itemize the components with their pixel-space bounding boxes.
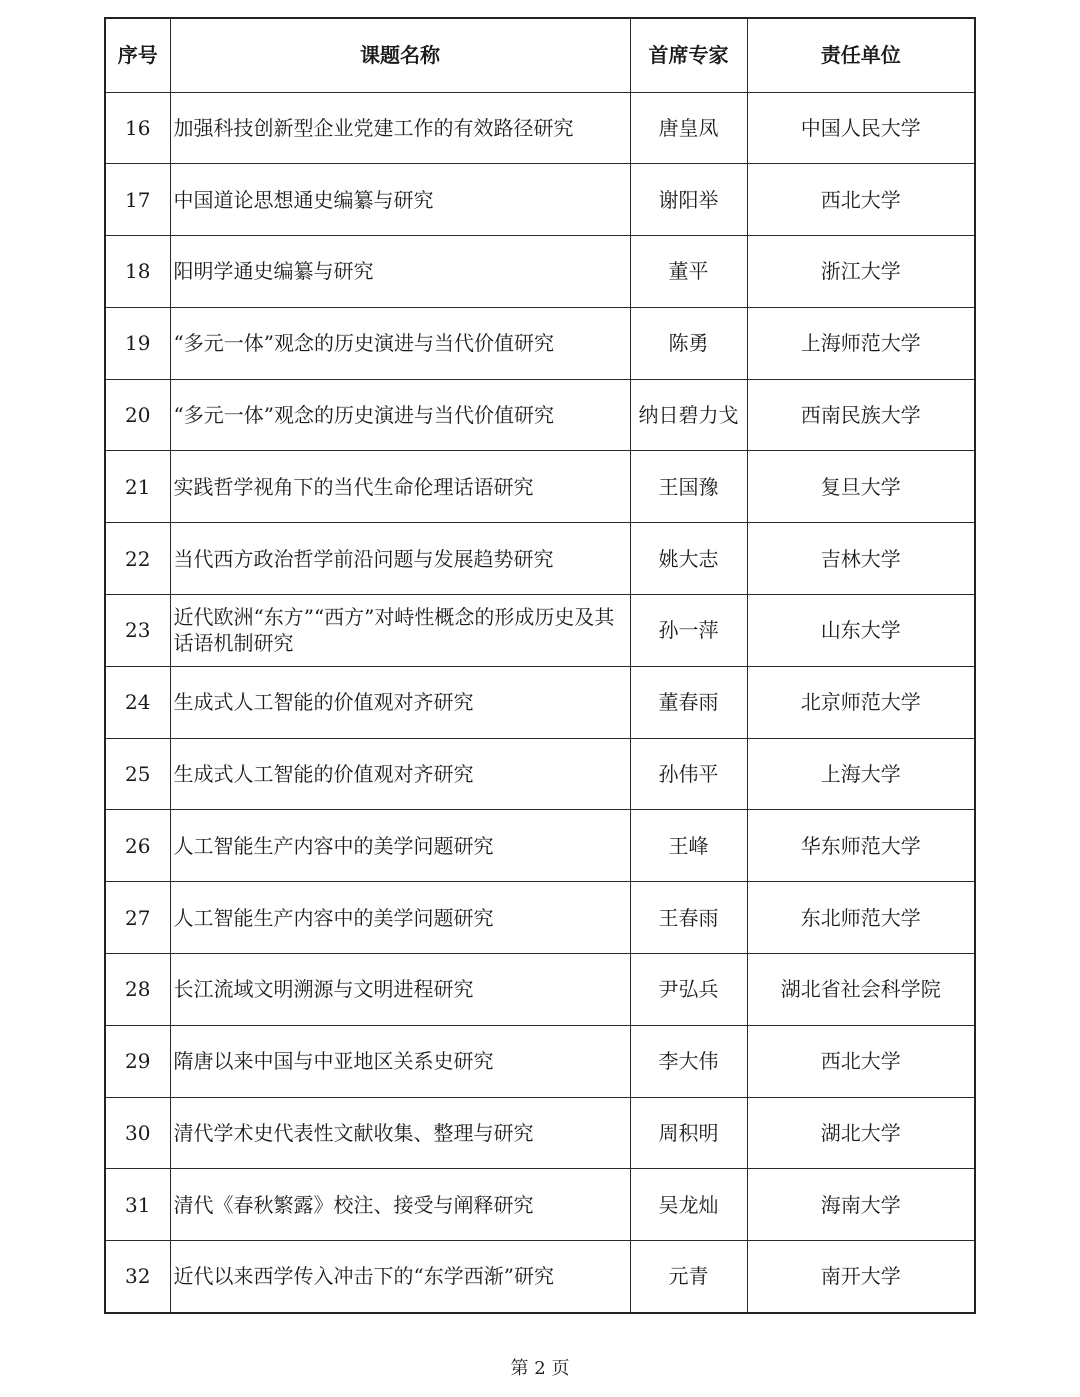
cell-title: 长江流域文明溯源与文明进程研究	[170, 954, 630, 1026]
cell-title: “多元一体”观念的历史演进与当代价值研究	[170, 379, 630, 451]
table-row	[105, 307, 975, 379]
cell-unit: 华东师范大学	[747, 810, 975, 882]
cell-expert: 董平	[630, 236, 747, 308]
table-body	[105, 92, 975, 1313]
cell-no: 24	[105, 666, 170, 738]
table-header	[105, 18, 975, 92]
cell-no: 30	[105, 1097, 170, 1169]
header-no: 序号	[105, 18, 170, 92]
cell-no: 21	[105, 451, 170, 523]
table-row	[105, 451, 975, 523]
cell-no: 22	[105, 523, 170, 595]
cell-unit: 山东大学	[747, 595, 975, 667]
cell-title: 人工智能生产内容中的美学问题研究	[170, 882, 630, 954]
table-row	[105, 882, 975, 954]
cell-expert: 王国豫	[630, 451, 747, 523]
cell-unit: 上海大学	[747, 738, 975, 810]
cell-unit: 西南民族大学	[747, 379, 975, 451]
header-expert: 首席专家	[630, 18, 747, 92]
cell-title: 清代学术史代表性文献收集、整理与研究	[170, 1097, 630, 1169]
table-row	[105, 954, 975, 1026]
cell-title: 生成式人工智能的价值观对齐研究	[170, 666, 630, 738]
table-row	[105, 236, 975, 308]
cell-title: 当代西方政治哲学前沿问题与发展趋势研究	[170, 523, 630, 595]
cell-title: 人工智能生产内容中的美学问题研究	[170, 810, 630, 882]
cell-unit: 西北大学	[747, 1025, 975, 1097]
cell-title: 近代欧洲“东方”“西方”对峙性概念的形成历史及其话语机制研究	[170, 595, 630, 667]
table-row	[105, 1025, 975, 1097]
cell-expert: 谢阳举	[630, 164, 747, 236]
cell-unit: 西北大学	[747, 164, 975, 236]
cell-no: 31	[105, 1169, 170, 1241]
cell-unit: 中国人民大学	[747, 92, 975, 164]
cell-unit: 南开大学	[747, 1241, 975, 1313]
table-row	[105, 666, 975, 738]
cell-expert: 周积明	[630, 1097, 747, 1169]
cell-title: 隋唐以来中国与中亚地区关系史研究	[170, 1025, 630, 1097]
table-row	[105, 1097, 975, 1169]
table-row	[105, 810, 975, 882]
cell-no: 26	[105, 810, 170, 882]
cell-expert: 王峰	[630, 810, 747, 882]
cell-no: 20	[105, 379, 170, 451]
project-table	[104, 17, 976, 1314]
cell-no: 28	[105, 954, 170, 1026]
cell-title: 生成式人工智能的价值观对齐研究	[170, 738, 630, 810]
table-row	[105, 595, 975, 667]
table-row	[105, 1169, 975, 1241]
cell-title: 清代《春秋繁露》校注、接受与阐释研究	[170, 1169, 630, 1241]
cell-unit: 吉林大学	[747, 523, 975, 595]
cell-title: 加强科技创新型企业党建工作的有效路径研究	[170, 92, 630, 164]
cell-no: 23	[105, 595, 170, 667]
cell-no: 29	[105, 1025, 170, 1097]
cell-no: 25	[105, 738, 170, 810]
cell-unit: 湖北省社会科学院	[747, 954, 975, 1026]
page-number: 第 2 页	[510, 1358, 570, 1379]
cell-title: 近代以来西学传入冲击下的“东学西渐”研究	[170, 1241, 630, 1313]
cell-unit: 海南大学	[747, 1169, 975, 1241]
cell-unit: 湖北大学	[747, 1097, 975, 1169]
cell-unit: 北京师范大学	[747, 666, 975, 738]
header-title: 课题名称	[170, 18, 630, 92]
cell-title: 实践哲学视角下的当代生命伦理话语研究	[170, 451, 630, 523]
cell-expert: 董春雨	[630, 666, 747, 738]
cell-title: 中国道论思想通史编纂与研究	[170, 164, 630, 236]
cell-no: 16	[105, 92, 170, 164]
cell-unit: 上海师范大学	[747, 307, 975, 379]
cell-expert: 孙伟平	[630, 738, 747, 810]
cell-expert: 王春雨	[630, 882, 747, 954]
table-row	[105, 1241, 975, 1313]
cell-expert: 吴龙灿	[630, 1169, 747, 1241]
header-unit: 责任单位	[747, 18, 975, 92]
cell-expert: 唐皇凤	[630, 92, 747, 164]
cell-title: “多元一体”观念的历史演进与当代价值研究	[170, 307, 630, 379]
table-row	[105, 379, 975, 451]
cell-no: 19	[105, 307, 170, 379]
cell-expert: 尹弘兵	[630, 954, 747, 1026]
cell-no: 32	[105, 1241, 170, 1313]
cell-expert: 孙一萍	[630, 595, 747, 667]
cell-unit: 东北师范大学	[747, 882, 975, 954]
cell-expert: 纳日碧力戈	[630, 379, 747, 451]
cell-expert: 陈勇	[630, 307, 747, 379]
cell-expert: 姚大志	[630, 523, 747, 595]
cell-no: 27	[105, 882, 170, 954]
table-row	[105, 164, 975, 236]
table-row	[105, 738, 975, 810]
cell-expert: 元青	[630, 1241, 747, 1313]
header-row	[105, 18, 975, 92]
table-row	[105, 523, 975, 595]
cell-no: 18	[105, 236, 170, 308]
cell-no: 17	[105, 164, 170, 236]
cell-expert: 李大伟	[630, 1025, 747, 1097]
table-row	[105, 92, 975, 164]
cell-unit: 浙江大学	[747, 236, 975, 308]
cell-unit: 复旦大学	[747, 451, 975, 523]
cell-title: 阳明学通史编纂与研究	[170, 236, 630, 308]
